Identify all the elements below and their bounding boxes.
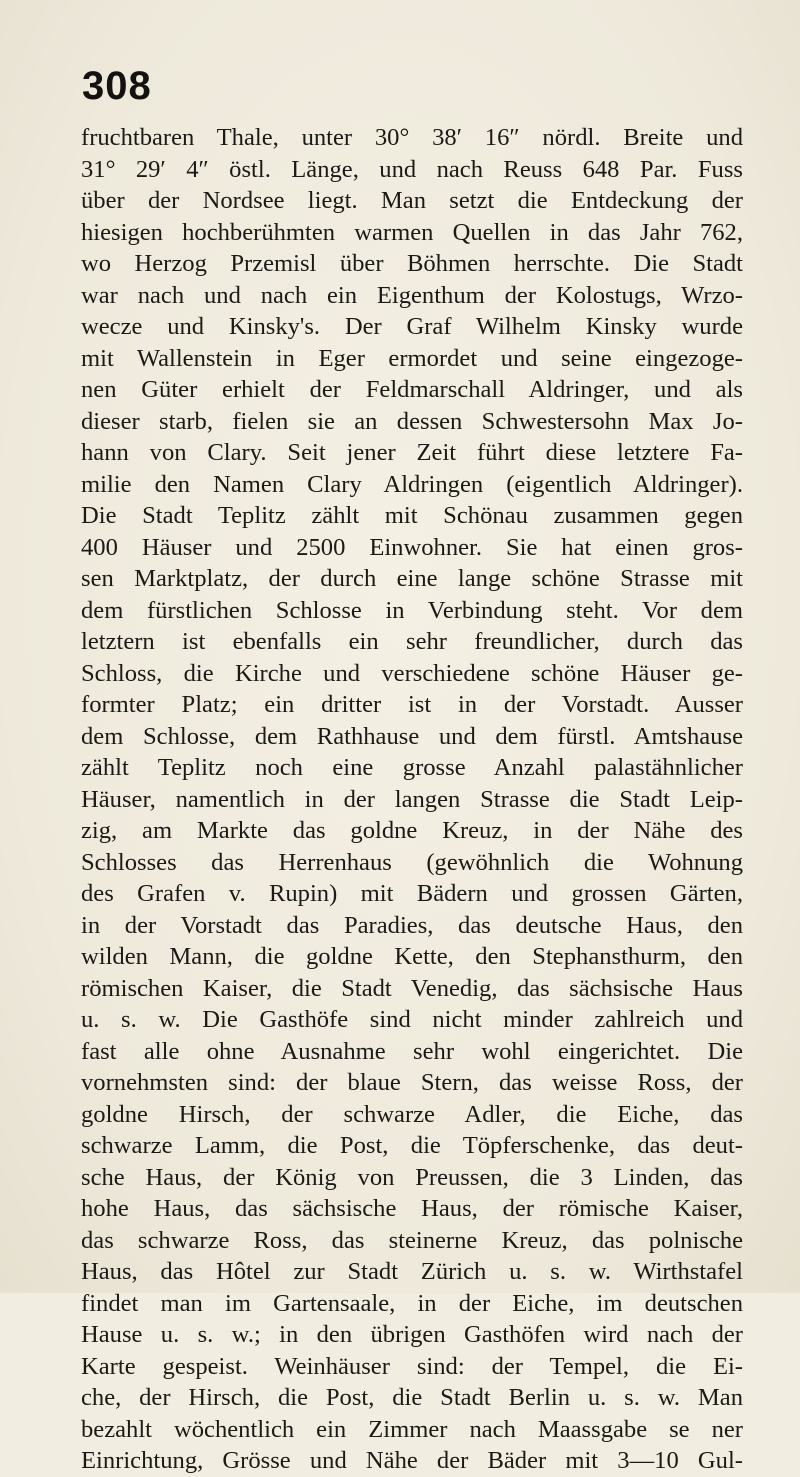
text-line: findet man im Gartensaale, in der Eiche, im deutschen — [81, 1289, 743, 1317]
text-line: mit Wallenstein in Eger ermordet und seine eingezoge- — [81, 344, 743, 372]
text-line: hohe Haus, das sächsische Haus, der römische Kaiser, — [81, 1195, 743, 1222]
text-line: goldne Hirsch, der schwarze Adler, die Eiche, das — [81, 1100, 743, 1128]
text-line: schwarze Lamm, die Post, die Töpferschenke, das deut- — [81, 1132, 743, 1159]
text-line: Schloss, die Kirche und verschiedene schöne Häuser ge- — [81, 659, 743, 687]
text-line: letztern ist ebenfalls ein sehr freundlicher, durch das — [81, 628, 743, 655]
text-line: 31° 29′ 4″ östl. Länge, und nach Reuss 648 Par. Fuss — [81, 155, 743, 183]
text-line: Haus, das Hôtel zur Stadt Zürich u. s. w. Wirthstafel — [81, 1258, 743, 1285]
text-line: das schwarze Ross, das steinerne Kreuz, das polnische — [81, 1226, 743, 1254]
text-line: milie den Namen Clary Aldringen (eigentlich Aldringer). — [81, 470, 743, 498]
text-line: Schlosses das Herrenhaus (gewöhnlich die Wohnung — [81, 848, 743, 876]
text-line: Einrichtung, Grösse und Nähe der Bäder mit 3—10 Gul- — [81, 1447, 743, 1474]
body-text — [81, 122, 743, 1477]
text-line: wilden Mann, die goldne Kette, den Stephansthurm, den — [81, 943, 743, 970]
text-line: fast alle ohne Ausnahme sehr wohl eingerichtet. Die — [81, 1037, 743, 1065]
text-line: nen Güter erhielt der Feldmarschall Aldringer, und als — [81, 376, 743, 403]
text-line: dem fürstlichen Schlosse in Verbindung steht. Vor dem — [81, 596, 743, 624]
text-line: vornehmsten sind: der blaue Stern, das weisse Ross, der — [81, 1069, 743, 1096]
text-line: hann von Clary. Seit jener Zeit führt diese letztere Fa- — [81, 439, 743, 466]
text-line: Die Stadt Teplitz zählt mit Schönau zusammen gegen — [81, 502, 743, 529]
text-line: hiesigen hochberühmten warmen Quellen in das Jahr 762, — [81, 218, 743, 246]
text-line: fruchtbaren Thale, unter 30° 38′ 16″ nördl. Breite und — [81, 124, 743, 151]
text-line: römischen Kaiser, die Stadt Venedig, das sächsische Haus — [81, 974, 743, 1002]
text-line: dem Schlosse, dem Rathhause und dem fürstl. Amtshause — [81, 722, 743, 750]
text-line: u. s. w. Die Gasthöfe sind nicht minder zahlreich und — [81, 1006, 743, 1033]
text-line: wo Herzog Przemisl über Böhmen herrschte. Die Stadt — [81, 250, 743, 277]
text-line: che, der Hirsch, die Post, die Stadt Berlin u. s. w. Man — [81, 1384, 743, 1411]
text-line: in der Vorstadt das Paradies, das deutsche Haus, den — [81, 911, 743, 939]
text-line: 400 Häuser und 2500 Einwohner. Sie hat einen gros- — [81, 533, 743, 561]
page-number: 308 — [82, 64, 152, 108]
text-line: des Grafen v. Rupin) mit Bädern und grossen Gärten, — [81, 880, 743, 907]
text-line: über der Nordsee liegt. Man setzt die Entdeckung der — [81, 187, 743, 214]
text-line: wecze und Kinsky's. Der Graf Wilhelm Kinsky wurde — [81, 313, 743, 340]
text-line: war nach und nach ein Eigenthum der Kolostugs, Wrzo- — [81, 281, 743, 309]
text-line: Häuser, namentlich in der langen Strasse die Stadt Leip- — [81, 785, 743, 813]
text-line: bezahlt wöchentlich ein Zimmer nach Maassgabe se ner — [81, 1415, 743, 1443]
text-line: formter Platz; ein dritter ist in der Vorstadt. Ausser — [81, 691, 743, 718]
text-line: Hause u. s. w.; in den übrigen Gasthöfen wird nach der — [81, 1321, 743, 1348]
text-line: dieser starb, fielen sie an dessen Schwestersohn Max Jo- — [81, 407, 743, 435]
text-line: Karte gespeist. Weinhäuser sind: der Tempel, die Ei- — [81, 1352, 743, 1380]
text-line: sen Marktplatz, der durch eine lange schöne Strasse mit — [81, 565, 743, 592]
text-line: zig, am Markte das goldne Kreuz, in der Nähe des — [81, 817, 743, 844]
text-line: zählt Teplitz noch eine grosse Anzahl palastähnlicher — [81, 754, 743, 781]
text-line: sche Haus, der König von Preussen, die 3 Linden, das — [81, 1163, 743, 1191]
